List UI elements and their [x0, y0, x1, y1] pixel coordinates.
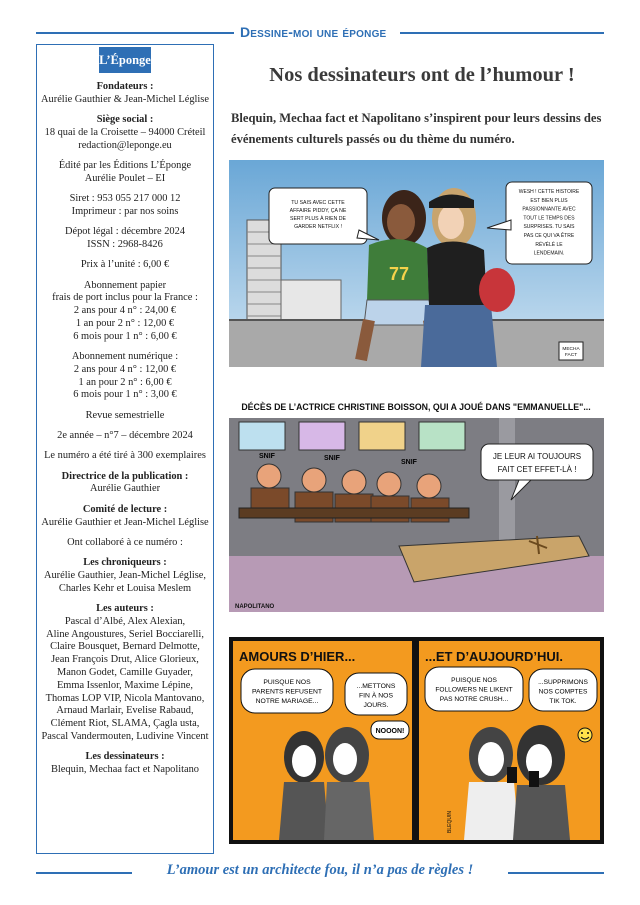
masthead-line: redaction@leponge.eu [78, 139, 172, 151]
bubble-line: FAIT CET EFFET-LÀ ! [497, 465, 577, 474]
masthead-label: Les auteurs : [96, 603, 154, 614]
bubble-line: LENDEMAIN. [533, 250, 565, 257]
masthead-block [37, 504, 213, 530]
pew [239, 508, 469, 518]
masthead-label: Comité de lecture : [82, 503, 168, 515]
masthead-line: 2 ans pour 4 n° : 24,00 € [73, 305, 177, 317]
comic-napolitano [229, 396, 604, 612]
footer-quote-text: L’amour est un architecte fou, il n’a pas de règles ! [166, 862, 474, 878]
header-rule-right [400, 32, 604, 34]
bubble-line: FOLLOWERS NE LIKENT [435, 686, 513, 694]
masthead-line: Blequin, Mechaa fact et Napolitano [50, 764, 199, 776]
header-rule-left [36, 32, 234, 34]
masthead-line: Thomas LOP VIP, Nicola Mantovano, [45, 692, 205, 704]
masthead-block [37, 81, 213, 107]
masthead-label: Directrice de la publication : [61, 470, 189, 482]
bubble-line: PAS CE QUI VA ÊTRE [523, 233, 575, 239]
intro-paragraph: Blequin, Mechaa fact et Napolitano s’inspirent pour leurs dessins des événements culturels passés ou du thème du numéro. [231, 111, 602, 146]
masthead-block [37, 226, 213, 252]
masthead-line: Manon Godet, Camille Guyader, [56, 666, 194, 678]
masthead-line: Abonnement numérique : [71, 351, 179, 363]
masthead-block [37, 471, 213, 497]
bubble-line: PUISQUE NOS [451, 677, 497, 684]
bubble-line: PASSIONNANTE AVEC [522, 206, 576, 213]
masthead-line: Le numéro a été tiré à 300 exemplaires [44, 450, 206, 462]
masthead-line: Aline Angoustures, Seriel Bocciarelli, [46, 628, 204, 640]
masthead-line: Aurélie Poulet – EI [84, 172, 166, 184]
snif-3: SNIF [401, 459, 417, 466]
bubble-line: PARENTS REFUSENT [251, 688, 323, 696]
masthead-block [37, 450, 213, 463]
masthead-line: 1 an pour 2 n° : 6,00 € [78, 376, 172, 388]
masthead-line: Dépot légal : décembre 2024 [64, 226, 186, 238]
masthead-line: Aurélie Gauthier [89, 483, 161, 495]
masthead-line: Édité par les Éditions L’Éponge [58, 159, 192, 171]
comic3-title-left: AMOURS D’HIER... [239, 649, 356, 664]
bubble-line: PUISQUE NOS [263, 679, 311, 686]
masthead-block [37, 410, 213, 423]
masthead-line: Arnaud Marlair, Evelise Rabaud, [56, 705, 194, 717]
masthead-line: Emma Issenlor, Maxime Lépine, [56, 679, 194, 691]
masthead-line: Clément Riot, SLAMA, Çagla usta, [50, 718, 200, 730]
masthead-label: Les chroniqueurs : [83, 557, 167, 569]
masthead-line: Prix à l’unité : 6,00 € [80, 259, 170, 271]
masthead-block [37, 114, 213, 152]
comic-blequin [229, 637, 604, 844]
napolitano-signature: NAPOLITANO [235, 604, 275, 610]
bubble-line: SURPRISES. TU SAIS [523, 224, 575, 231]
footer-quote [0, 862, 640, 879]
blequin-signature: BLEQUIN [447, 811, 453, 833]
bubble-line: NOTRE MARIAGE... [255, 698, 319, 705]
masthead-line: Charles Kehr et Louisa Meslem [58, 582, 192, 594]
masthead-block [37, 557, 213, 595]
section-title-text: Dessine-moi une éponge [240, 24, 387, 40]
bubble-line: EST BIEN PLUS [530, 197, 568, 204]
bubble-line: JE LEUR AI TOUJOURS [492, 452, 582, 461]
masthead-line: 6 mois pour 1 n° : 6,00 € [73, 330, 177, 342]
masthead-block [37, 193, 213, 219]
masthead-block [37, 280, 213, 344]
footer-rule-right [508, 872, 604, 874]
masthead-line: Aurélie Gauthier et Jean-Michel Léglise [41, 516, 209, 528]
masthead-line: Jean François Drut, Alice Glorieux, [51, 654, 199, 666]
snif-1: SNIF [259, 453, 275, 460]
masthead-line: Pascal d’Albé, Alex Alexian, [64, 615, 186, 627]
eponge-logo: L’Éponge [99, 47, 151, 73]
masthead-label: Siège social : [96, 114, 154, 126]
masthead-blocks [37, 81, 213, 777]
masthead-line: Revue semestrielle [85, 409, 165, 421]
bubble-line: MECHA [562, 347, 580, 352]
bubble-line: NOS COMPTES [538, 688, 588, 696]
masthead-block [37, 430, 213, 443]
bubble-line: FIN À NOS [359, 692, 393, 700]
masthead-block [37, 751, 213, 777]
masthead-block [37, 259, 213, 272]
page-title: Nos dessinateurs ont de l’humour ! [269, 64, 575, 86]
masthead-line: 2e année – n°7 – décembre 2024 [57, 430, 193, 442]
bubble-line: FACT [564, 353, 578, 358]
wall [229, 320, 604, 367]
masthead-block [37, 603, 213, 744]
masthead-line: Aurélie Gauthier & Jean-Michel Léglise [41, 93, 209, 105]
smiley-icon [578, 728, 592, 742]
jersey-number: 77 [389, 264, 410, 284]
masthead-line: 1 an pour 2 n° : 12,00 € [75, 317, 175, 329]
masthead-block [37, 537, 213, 550]
masthead-sidebar [36, 44, 214, 854]
section-title [240, 24, 386, 40]
bubble-line: GARDER NETFLIX ! [294, 224, 342, 230]
masthead-line: Siret : 953 055 217 000 12 [69, 193, 181, 205]
masthead-block [37, 160, 213, 186]
bubble-line: TU SAIS AVEC CETTE [291, 200, 345, 206]
comic-mechaa-fact [229, 160, 604, 367]
masthead-line: Abonnement papier [83, 279, 167, 291]
masthead-line: Claire Bousquet, Bernard Delmotte, [50, 641, 200, 653]
bubble-b3-text: NOOON! [375, 728, 405, 735]
comic-blequin-drawing [229, 637, 604, 844]
masthead-line: Pascal Vandermouten, Ludivine Vincent [41, 730, 209, 742]
masthead-line: Aurélie Gauthier, Jean-Michel Léglise, [43, 569, 207, 581]
masthead-label: Les dessinateurs : [85, 751, 165, 763]
masthead-line: Ont collaboré à ce numéro : [67, 536, 183, 548]
masthead-line: frais de port inclus pour la France : [52, 292, 198, 304]
bubble-line: JOURS. [363, 702, 389, 709]
masthead-line: 18 quai de la Croisette – 94000 Créteil [44, 126, 206, 138]
bubble-line: AFFAIRE PIDDY, ÇA NE [289, 208, 347, 214]
bubble-line: PAS NOTRE CRUSH... [439, 696, 509, 703]
comic3-title-right: ...ET D’AUJOURD’HUI. [425, 649, 563, 664]
bubble-line: WESH ! CETTE HISTOIRE [518, 189, 580, 195]
masthead-label: Fondateurs : [96, 81, 154, 92]
masthead-line: ISSN : 2968-8426 [87, 238, 163, 250]
bubble-line: TIK TOK. [549, 698, 577, 705]
comic-mechaa-fact-drawing [229, 160, 604, 367]
bubble-line: ...SUPPRIMONS [538, 679, 588, 686]
comic-napolitano-drawing [229, 396, 604, 612]
bubble-line: TOUT LE TEMPS DES [523, 215, 575, 222]
bubble-line: ...METTONS [356, 683, 396, 690]
bubble-line: SERT PLUS À RIEN DE [289, 216, 347, 222]
comic2-caption: DÉCÈS DE L’ACTRICE CHRISTINE BOISSON, QUI A JOUÉ DANS "EMMANUELLE"... [241, 402, 591, 412]
snif-2: SNIF [324, 455, 340, 462]
masthead-line: 6 mois pour 1 n° : 3,00 € [73, 389, 177, 401]
masthead-block [37, 351, 213, 402]
masthead-line: 2 ans pour 4 n° : 12,00 € [73, 363, 177, 375]
bubble-line: RÉVÉLÉ LE [535, 241, 563, 248]
masthead-line: Imprimeur : par nos soins [71, 205, 179, 217]
